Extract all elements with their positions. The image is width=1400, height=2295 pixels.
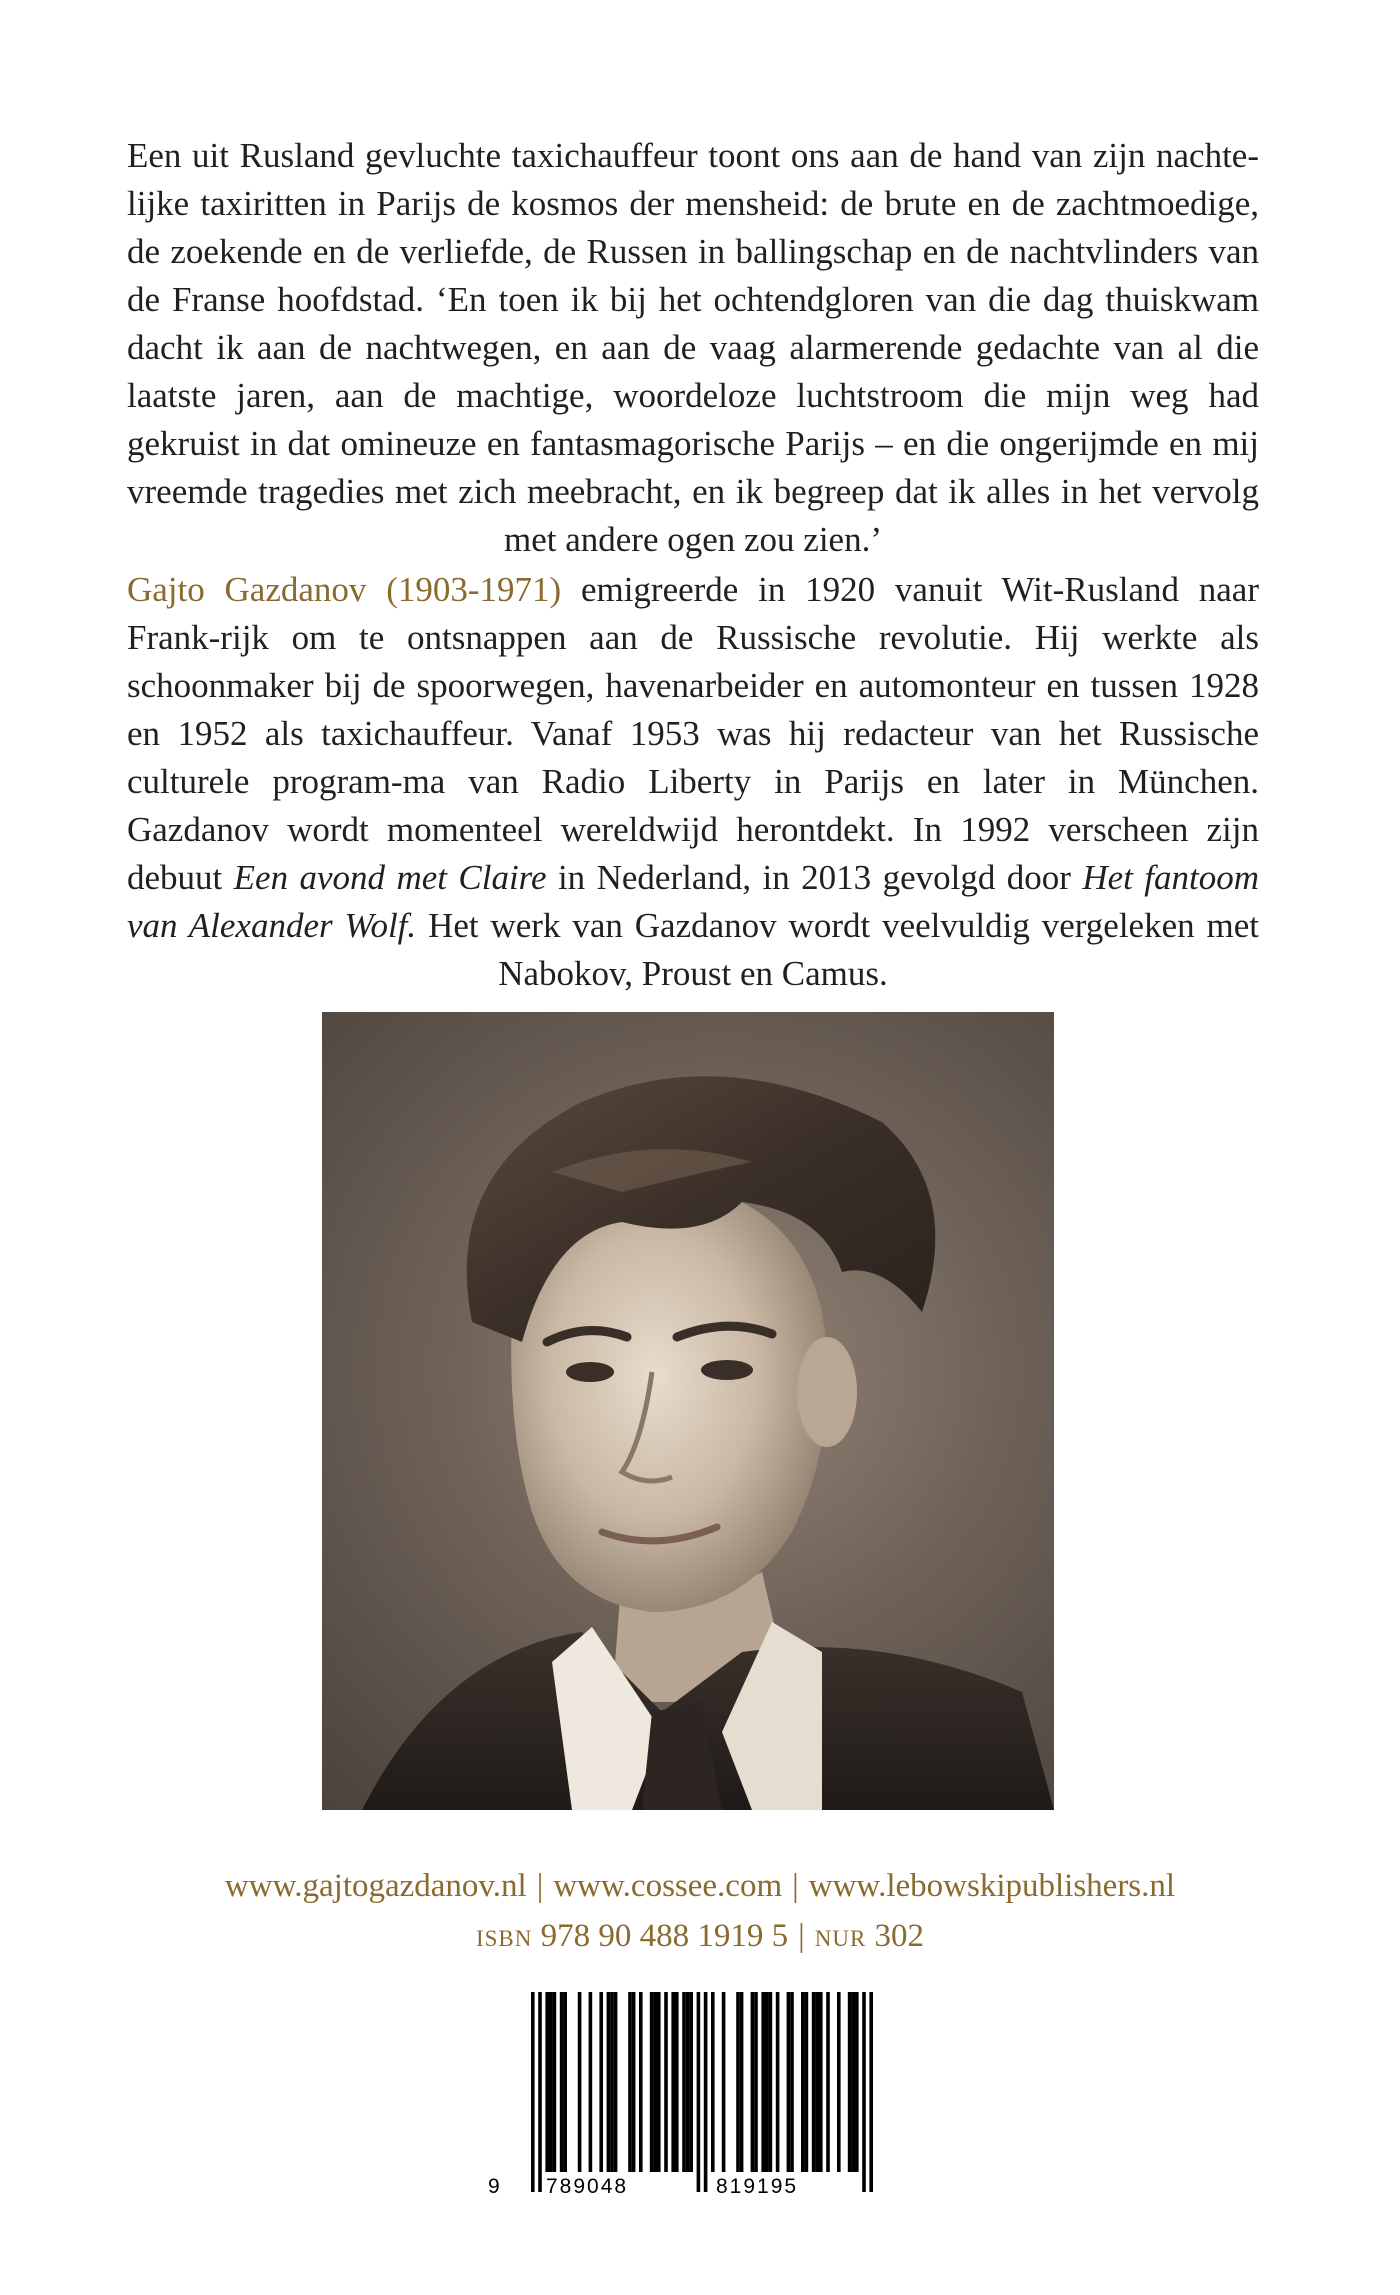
barcode-bar bbox=[837, 1992, 841, 2172]
barcode-bar bbox=[589, 1992, 593, 2172]
isbn-number: 978 90 488 1919 5 bbox=[540, 1918, 789, 1954]
portrait-illustration bbox=[322, 1012, 1054, 1810]
barcode-bar bbox=[805, 1992, 809, 2172]
barcode-bar bbox=[765, 1992, 769, 2172]
link-separator: | bbox=[536, 1868, 544, 1904]
barcode-bar bbox=[754, 1992, 758, 2172]
author-name: Gajto Gazdanov (1903-1971) bbox=[127, 570, 562, 609]
barcode-bar bbox=[675, 1992, 679, 2172]
barcode-bar bbox=[563, 1992, 567, 2172]
barcode-bar bbox=[751, 1992, 755, 2172]
barcode-bar bbox=[787, 1992, 791, 2172]
barcode-bar bbox=[740, 1992, 744, 2172]
author-biography bbox=[127, 566, 1259, 998]
barcode-bar bbox=[671, 1992, 675, 2172]
back-cover-blurb: Een uit Rusland gevluchte taxichauffeur toont ons aan de hand van zijn nachte-lijke taxiritten in Parijs de kosmos der mensheid: de brute en de zachtmoedige, de zoekende en de verliefde, de Russen in ballingschap en de nachtvlinders van de Franse hoofdstad. ‘En toen ik bij het ochtendgloren van die dag thuiskwam dacht ik aan de nachtwegen, en aan de vaag alarmerende gedachte van al die laatste jaren, aan de machtige, woordeloze luchtstroom die mijn weg had gekruist in dat omineuze en fantasmagorische Parijs – en die ongerijmde en mij vreemde tragedies met zich meebracht, en ik begreep dat ik alles in het vervolg met andere ogen zou zien.’ bbox=[127, 136, 1259, 559]
book-title-claire: Een avond met Claire bbox=[233, 858, 547, 897]
barcode-bar bbox=[610, 1992, 614, 2172]
link-separator: | bbox=[792, 1868, 799, 1904]
website-gajtogazdanov[interactable]: www.gajtogazdanov.nl bbox=[224, 1868, 527, 1904]
barcode-bar bbox=[704, 1992, 708, 2192]
barcode-bar bbox=[736, 1992, 740, 2172]
nur-label: NUR bbox=[814, 1926, 867, 1951]
barcode-bar bbox=[531, 1992, 535, 2192]
barcode-group-left: 789048 bbox=[546, 2175, 629, 2198]
barcode-bar bbox=[812, 1992, 816, 2172]
barcode-bar bbox=[697, 1992, 701, 2192]
barcode-bar bbox=[686, 1992, 690, 2172]
barcode-bar bbox=[761, 1992, 765, 2172]
barcode-bar bbox=[549, 1992, 553, 2172]
bio-text-3: Het werk van Gazdanov wordt veelvuldig vergeleken met Nabokov, Proust en Camus. bbox=[416, 906, 1260, 993]
isbn-barcode bbox=[486, 1992, 906, 2212]
barcode-bar bbox=[578, 1992, 582, 2172]
barcode-bar bbox=[848, 1992, 852, 2172]
barcode-bar bbox=[776, 1992, 780, 2172]
barcode-bar bbox=[639, 1992, 643, 2172]
barcode-group-right: 819195 bbox=[716, 2175, 799, 2198]
nur-number: 302 bbox=[874, 1918, 925, 1954]
barcode-bar bbox=[653, 1992, 657, 2172]
book-title-wolf: Het fantoom van Alexander Wolf. bbox=[127, 858, 1259, 945]
website-links bbox=[0, 1866, 1400, 1906]
barcode-bar bbox=[869, 1992, 873, 2192]
barcode-bar bbox=[722, 1992, 726, 2172]
barcode-bar bbox=[862, 1992, 866, 2192]
barcode-bar bbox=[815, 1992, 819, 2172]
barcode-bar bbox=[545, 1992, 549, 2172]
author-portrait-photo bbox=[322, 1012, 1054, 1810]
barcode-bar bbox=[560, 1992, 564, 2172]
isbn-separator: | bbox=[798, 1918, 805, 1954]
barcode-bar bbox=[826, 1992, 830, 2172]
barcode-bar bbox=[599, 1992, 603, 2172]
barcode-digit-lead: 9 bbox=[488, 2175, 502, 2198]
barcode-bar bbox=[819, 1992, 823, 2172]
website-lebowski[interactable]: www.lebowskipublishers.nl bbox=[808, 1868, 1176, 1904]
barcode-bar bbox=[614, 1992, 618, 2172]
barcode-bar bbox=[682, 1992, 686, 2172]
barcode-bar bbox=[689, 1992, 693, 2172]
barcode-bar bbox=[607, 1992, 611, 2172]
barcode-bar bbox=[855, 1992, 859, 2172]
bio-text-2: in Nederland, in 2013 gevolgd door bbox=[546, 858, 1083, 897]
barcode-bar bbox=[664, 1992, 668, 2172]
barcode-bar bbox=[657, 1992, 661, 2172]
barcode-bar bbox=[711, 1992, 715, 2172]
bio-text-1: emigreerde in 1920 vanuit Wit-Rusland naar Frank-rijk om te ontsnappen aan de Russische revolutie. Hij werkte als schoonmaker bij de spoorwegen, havenarbeider en automonteur en tussen 1928 en 1952 als taxichauffeur. Vanaf 1953 was hij redacteur van het Russische culturele program-ma van Radio Liberty in Parijs en later in München. Gazdanov wordt momenteel wereldwijd herontdekt. In 1992 verscheen zijn debuut bbox=[127, 570, 1259, 897]
barcode-bar bbox=[538, 1992, 542, 2192]
barcode-bar bbox=[650, 1992, 654, 2172]
barcode-bar bbox=[632, 1992, 636, 2172]
barcode-bar bbox=[769, 1992, 773, 2172]
barcode-bar bbox=[790, 1992, 794, 2172]
isbn-line bbox=[0, 1916, 1400, 1959]
isbn-label: ISBN bbox=[475, 1926, 533, 1951]
barcode-bar bbox=[628, 1992, 632, 2172]
barcode-bar bbox=[851, 1992, 855, 2172]
barcode-bar bbox=[553, 1992, 557, 2172]
website-cossee[interactable]: www.cossee.com bbox=[553, 1868, 783, 1904]
barcode-bar bbox=[801, 1992, 805, 2172]
